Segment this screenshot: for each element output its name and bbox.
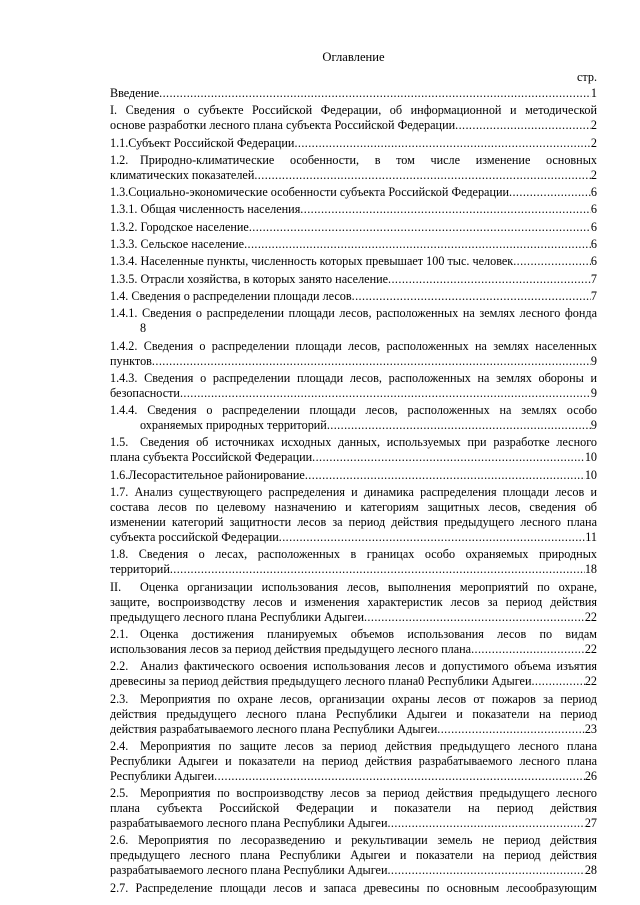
toc-line <box>110 485 597 500</box>
toc-line <box>110 86 597 101</box>
toc-line <box>110 739 597 754</box>
toc-text: субъекта российской Федерации <box>110 530 279 545</box>
toc-line <box>110 450 597 465</box>
toc-entry <box>110 468 597 483</box>
toc-page-number: 9 <box>590 418 597 433</box>
toc-page-number: 6 <box>590 185 597 200</box>
dot-leader <box>312 450 585 465</box>
toc-text: 1.4.3. Сведения о распределении площади лесов, расположенных на землях обороны и <box>110 370 597 385</box>
dot-leader <box>244 237 591 252</box>
toc-page-number: 2 <box>590 135 597 150</box>
toc-line <box>110 580 597 595</box>
toc-text: Природно-климатические особенности, в том числе изменение основных <box>140 152 597 167</box>
document-page <box>110 50 597 898</box>
toc-line <box>110 289 597 304</box>
toc-page-number: 9 <box>590 385 597 400</box>
dot-leader <box>152 354 591 369</box>
toc-text: 1.3.2. Городское население <box>110 219 249 234</box>
toc-entry <box>110 339 597 369</box>
toc-entry <box>110 220 597 235</box>
toc-line <box>110 321 597 336</box>
toc-section-number: 2.5. <box>110 786 129 801</box>
dot-leader <box>180 386 591 401</box>
toc-line <box>110 801 597 816</box>
toc-entry <box>110 627 597 657</box>
toc-entry <box>110 153 597 183</box>
dot-leader <box>364 610 585 625</box>
toc-page-number: 7 <box>590 288 597 303</box>
toc-section-number: 1.5. <box>110 435 129 450</box>
toc-text: 1.3.3. Сельское население <box>110 237 245 252</box>
toc-entry <box>110 786 597 831</box>
toc-text: разрабатываемого лесного плана Республики Адыгеи <box>110 816 388 831</box>
toc-line <box>110 848 597 863</box>
toc-page-number: 11 <box>585 530 597 545</box>
toc-line <box>110 754 597 769</box>
toc-line <box>110 220 597 235</box>
toc-entry <box>110 435 597 465</box>
toc-line <box>110 118 597 133</box>
toc-text: Введение <box>110 86 160 100</box>
toc-text: Субъект Российской Федерации <box>128 135 295 150</box>
toc-line <box>110 339 597 354</box>
toc-line <box>110 168 597 183</box>
toc-page-number: 10 <box>584 450 597 465</box>
toc-section-number: 2.3. <box>110 691 129 706</box>
toc-text: 2.6. Мероприятия по лесоразведению и рекультивации земель не период действия <box>110 833 597 848</box>
toc-text: 1.3.4. Населенные пункты, численность которых превышает 100 тыс. человек <box>110 254 514 269</box>
toc-line <box>110 386 597 401</box>
toc-line <box>110 627 597 642</box>
toc-line <box>110 237 597 252</box>
toc-text: изменении категорий защитности лесов за период действия предыдущего лесного плана <box>110 515 597 530</box>
dot-leader <box>513 254 591 269</box>
toc-text: Мероприятия по воспроизводству лесов за период действия предыдущего лесного <box>140 786 597 801</box>
toc-page-number: 2 <box>590 167 597 182</box>
toc-page-number: 27 <box>584 816 597 831</box>
toc-line <box>110 468 597 483</box>
toc-page-number: 22 <box>584 674 597 689</box>
toc-line <box>110 692 597 707</box>
toc-entry <box>110 659 597 689</box>
toc-line <box>110 306 597 321</box>
dot-leader <box>249 220 591 235</box>
toc-line <box>110 136 597 151</box>
toc-page-number: 7 <box>590 271 597 286</box>
toc-line <box>110 816 597 831</box>
toc-line <box>110 881 597 896</box>
dot-leader <box>531 674 584 689</box>
toc-entry <box>110 237 597 252</box>
toc-text: Социально-экономические особенности субъекта Российской Федерации <box>128 185 510 200</box>
toc-text: разрабатываемого лесного плана Республики Адыгеи <box>110 863 388 878</box>
toc-text: безопасности <box>110 385 180 400</box>
toc-text: пунктов <box>110 353 152 368</box>
toc-section-number: 1.1. <box>110 135 129 150</box>
toc-text: 1.8. Сведения о лесах, расположенных в границах особо охраняемых природных <box>110 547 597 562</box>
toc-text: 1.4.4. Сведения о распределении площади лесов, расположенных на землях особо <box>110 403 597 418</box>
toc-entry <box>110 739 597 784</box>
dot-leader <box>294 136 590 151</box>
dot-leader <box>387 863 584 878</box>
toc-line <box>110 153 597 168</box>
toc-line <box>110 642 597 657</box>
toc-text: 1.7. Анализ существующего распределения и динамика распределения площади лесов и <box>110 485 597 500</box>
dot-leader <box>214 769 585 784</box>
toc-line <box>110 707 597 722</box>
toc-text: предыдущего лесного плана Республики Адыгеи <box>110 609 364 624</box>
dot-leader <box>387 816 584 831</box>
toc-text: 1.4.1. Сведения о распределении площади лесов, расположенных на землях лесного фонда <box>110 306 597 321</box>
toc-text: плана субъекта Российской Федерации <box>110 450 313 465</box>
toc-entry <box>110 403 597 433</box>
toc-text: древесины за период действия предыдущего лесного плана0 Республики Адыгеи <box>110 674 532 689</box>
toc-entry <box>110 202 597 217</box>
toc-page-number: 1 <box>590 86 597 100</box>
toc-entry <box>110 833 597 878</box>
toc-text: 1.3.1. Общая численность населения <box>110 202 301 217</box>
toc-text: 1.4. Сведения о распределении площади лесов <box>110 288 352 303</box>
toc-text: 8 <box>140 321 147 336</box>
toc-section-number: 2.2. <box>110 659 129 674</box>
toc-page-number: 22 <box>584 609 597 624</box>
toc-text: использования лесов за период действия предыдущего лесного плана <box>110 641 472 656</box>
toc-line <box>110 659 597 674</box>
dot-leader <box>471 642 585 657</box>
toc-page-number: 9 <box>590 353 597 368</box>
toc-entry <box>110 371 597 401</box>
toc-section-number: 1.3. <box>110 185 129 200</box>
dot-leader <box>279 530 585 545</box>
toc-line <box>110 863 597 878</box>
toc-entry <box>110 136 597 151</box>
toc-line <box>110 722 597 737</box>
toc-text: охраняемых природных территорий <box>140 418 327 433</box>
toc-section-number: 2.1. <box>110 626 129 641</box>
toc-text: Республики Адыгеи и показатели на период действия разрабатываемого лесного плана <box>110 753 597 768</box>
toc-line <box>110 202 597 217</box>
toc-text: действия разрабатываемого лесного плана Республики Адыгеи <box>110 721 438 736</box>
page-column-header: стр. <box>576 70 597 84</box>
toc-text: Мероприятия по защите лесов за период действия предыдущего лесного плана <box>140 738 597 753</box>
toc-text: Республики Адыгеи <box>110 768 215 783</box>
toc-line <box>110 435 597 450</box>
toc-line <box>110 254 597 269</box>
toc-line <box>110 674 597 689</box>
toc-text: 1.4.2. Сведения о распределении площади лесов, расположенных на землях населенных <box>110 338 597 353</box>
toc-page-number: 6 <box>590 254 597 269</box>
toc-entry <box>110 692 597 737</box>
toc-section-number: 1.2. <box>110 152 129 167</box>
dot-leader <box>305 468 585 483</box>
toc-page-number: 26 <box>584 768 597 783</box>
toc-entry <box>110 254 597 269</box>
toc-entry <box>110 185 597 200</box>
toc-line <box>110 272 597 287</box>
toc-page-number: 22 <box>584 641 597 656</box>
toc-text: Сведения об источниках исходных данных, используемых при разработке лесного <box>140 435 597 450</box>
toc-page-number: 6 <box>590 237 597 252</box>
toc-text: основе разработки лесного плана субъекта Российской Федерации <box>110 118 456 133</box>
toc-line <box>110 515 597 530</box>
toc-entry <box>110 289 597 304</box>
toc-line <box>110 610 597 625</box>
dot-leader <box>352 289 591 304</box>
toc-page-number: 23 <box>584 721 597 736</box>
toc-line <box>110 418 597 433</box>
toc-text: действия предыдущего лесного плана Республики Адыгеи и показатели на период <box>110 706 597 721</box>
toc-line <box>110 769 597 784</box>
toc-entry <box>110 580 597 625</box>
toc-entry <box>110 272 597 287</box>
toc-line <box>110 354 597 369</box>
toc-entry <box>110 547 597 577</box>
toc-line <box>110 833 597 848</box>
toc-line <box>110 403 597 418</box>
toc-text: Лесорастительное районирование <box>128 467 305 482</box>
toc-entry <box>110 103 597 133</box>
toc-text: защите, воспроизводству лесов и изменения характеристик лесов за период действия <box>110 594 597 609</box>
toc-page-number: 18 <box>584 562 597 577</box>
toc-page-number: 10 <box>584 467 597 482</box>
toc-text: плана субъекта Российской Федерации и показатели на период действия <box>110 801 597 816</box>
toc-text: 1.3.5. Отрасли хозяйства, в которых занято население <box>110 271 389 286</box>
dot-leader <box>509 185 591 200</box>
dot-leader <box>388 272 591 287</box>
toc-entry <box>110 485 597 545</box>
page-title: Оглавление <box>322 50 385 64</box>
toc-line <box>110 562 597 577</box>
toc-section-number: 2.4. <box>110 738 129 753</box>
toc-page-number: 6 <box>590 219 597 234</box>
toc-line <box>110 371 597 386</box>
dot-leader <box>254 168 591 183</box>
toc-text: I. Сведения о субъекте Российской Федерации, об информационной и методической <box>110 103 597 118</box>
toc-section-number: II. <box>110 579 122 594</box>
dot-leader <box>159 86 591 101</box>
toc-line <box>110 500 597 515</box>
toc-entry <box>110 306 597 336</box>
toc-line <box>110 103 597 118</box>
toc-line <box>110 185 597 200</box>
toc-page-number: 28 <box>584 863 597 878</box>
table-of-contents <box>110 86 597 896</box>
toc-text: 2.7. Распределение площади лесов и запаса древесины по основным лесообразующим <box>110 880 597 895</box>
toc-text: территорий <box>110 562 170 577</box>
toc-line <box>110 595 597 610</box>
toc-text: состава лесов по целевому назначению и категориям защитных лесов, сведения об <box>110 500 597 515</box>
toc-text: климатических показателей <box>110 167 255 182</box>
toc-text: Оценка организации использования лесов, выполнения мероприятий по охране, <box>140 579 597 594</box>
toc-line <box>110 547 597 562</box>
toc-text: Оценка достижения планируемых объемов использования лесов по видам <box>140 626 597 641</box>
toc-page-number: 2 <box>590 118 597 133</box>
toc-text: Мероприятия по охране лесов, организации охраны лесов от пожаров за период <box>140 691 597 706</box>
dot-leader <box>300 202 591 217</box>
toc-entry <box>110 881 597 896</box>
dot-leader <box>327 418 591 433</box>
toc-page-number: 6 <box>590 202 597 217</box>
dot-leader <box>170 562 585 577</box>
dot-leader <box>455 118 591 133</box>
toc-line <box>110 786 597 801</box>
toc-section-number: 1.6. <box>110 467 129 482</box>
toc-line <box>110 530 597 545</box>
toc-text: Анализ фактического освоения использования лесов и допустимого объема изъятия <box>140 659 597 674</box>
dot-leader <box>437 722 585 737</box>
toc-entry <box>110 86 597 101</box>
toc-text: предыдущего лесного плана Республики Адыгеи и показатели на период действия <box>110 848 597 863</box>
